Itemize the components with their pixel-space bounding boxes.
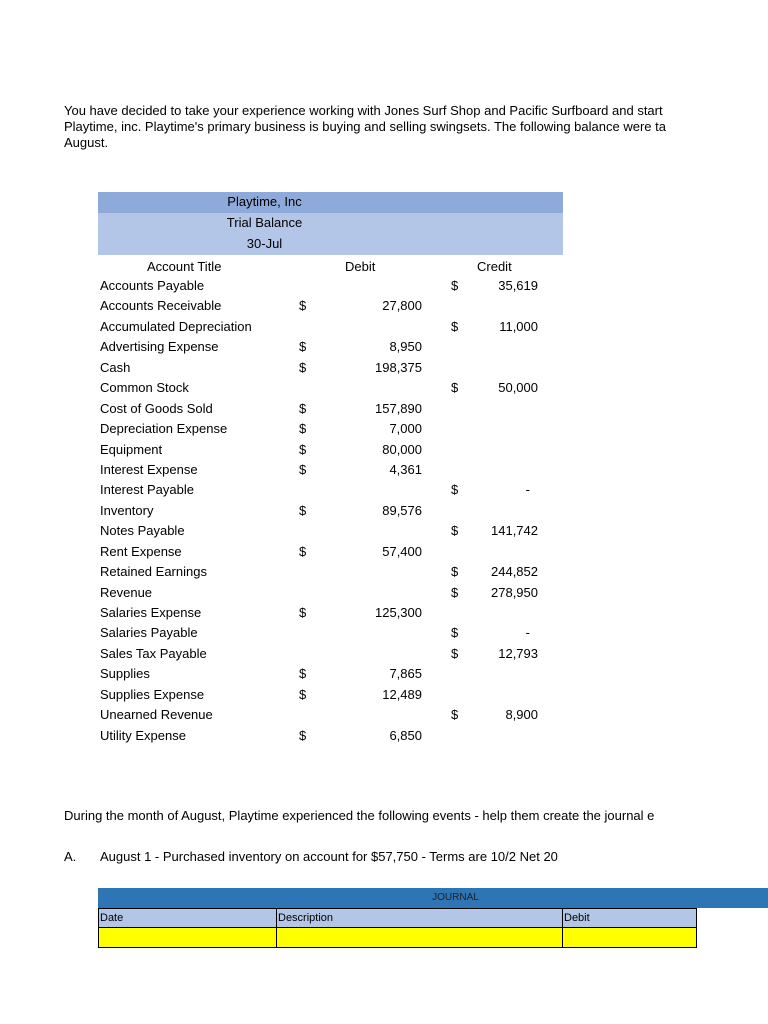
- account-title-cell: Rent Expense: [100, 543, 182, 559]
- credit-amount-cell: 35,619: [498, 278, 538, 293]
- debit-amount-cell: 27,800: [382, 298, 422, 314]
- intro-paragraph: [64, 103, 768, 151]
- account-title-cell: Accumulated Depreciation: [100, 318, 252, 334]
- debit-currency-cell: $: [299, 727, 307, 743]
- account-title-cell: Interest Expense: [100, 461, 198, 477]
- credit-amount-cell: 278,950: [491, 584, 538, 600]
- credit-currency-cell: $: [451, 523, 459, 539]
- account-title-cell: Supplies: [100, 666, 150, 682]
- journal-col-date: Date: [98, 908, 277, 928]
- table-row: [0, 686, 768, 706]
- account-title-cell: Common Stock: [100, 380, 189, 396]
- debit-currency-cell: $: [299, 543, 307, 559]
- table-row: [0, 379, 768, 399]
- debit-currency-cell: $: [299, 400, 307, 416]
- account-title-cell: Unearned Revenue: [100, 707, 213, 723]
- account-title-cell: Advertising Expense: [100, 339, 219, 355]
- account-title-cell: Retained Earnings: [100, 564, 207, 580]
- journal-title-bar: [98, 888, 768, 908]
- credit-amount-cell: 11,000: [499, 318, 538, 334]
- intro-line: Playtime, inc. Playtime's primary business is buying and selling swingsets. The following balance were ta: [64, 119, 666, 134]
- debit-currency-cell: $: [299, 421, 307, 437]
- table-row: [0, 502, 768, 522]
- debit-currency-cell: $: [299, 502, 307, 518]
- credit-currency-cell: $: [451, 380, 459, 396]
- account-title-cell: Accounts Receivable: [100, 298, 222, 314]
- trial-balance-date: 30-Jul: [246, 236, 283, 251]
- table-row: [0, 297, 768, 317]
- journal-col-description: Description: [276, 908, 563, 928]
- credit-amount-cell: 141,742: [491, 523, 538, 539]
- account-title-cell: Sales Tax Payable: [100, 645, 207, 661]
- debit-amount-cell: 7,000: [389, 421, 422, 437]
- table-row: [0, 277, 768, 297]
- table-row: [0, 706, 768, 726]
- credit-amount-cell: -: [525, 482, 530, 498]
- trial-balance-title-banner: [98, 213, 563, 255]
- table-row: [0, 665, 768, 685]
- debit-amount-cell: 4,361: [389, 461, 422, 477]
- table-row: [0, 604, 768, 624]
- account-title-cell: Cost of Goods Sold: [100, 400, 213, 416]
- credit-currency-cell: $: [451, 584, 459, 600]
- header-credit: Credit: [477, 259, 512, 274]
- credit-currency-cell: $: [451, 318, 459, 334]
- event-a-label: A.: [64, 849, 77, 864]
- account-title-cell: Salaries Expense: [100, 605, 202, 620]
- debit-amount-cell: 12,489: [382, 686, 422, 702]
- table-row: [0, 624, 768, 644]
- table-row: [0, 318, 768, 338]
- trial-balance-title: Trial Balance: [226, 215, 303, 230]
- table-row: [0, 441, 768, 461]
- debit-amount-cell: 157,890: [375, 400, 422, 416]
- credit-amount-cell: 12,793: [498, 645, 538, 661]
- credit-currency-cell: $: [451, 482, 459, 498]
- debit-currency-cell: $: [299, 441, 307, 457]
- credit-currency-cell: $: [451, 625, 459, 641]
- credit-amount-cell: -: [525, 625, 530, 641]
- intro-line: You have decided to take your experience working with Jones Surf Shop and Pacific Surfboard and start: [64, 103, 663, 118]
- table-row: [0, 563, 768, 583]
- debit-currency-cell: $: [299, 359, 307, 375]
- account-title-cell: Notes Payable: [100, 523, 185, 539]
- table-row: [0, 481, 768, 501]
- credit-currency-cell: $: [451, 707, 459, 723]
- debit-currency-cell: $: [299, 666, 307, 682]
- table-row: [0, 727, 768, 747]
- credit-currency-cell: $: [451, 278, 459, 293]
- debit-amount-cell: 125,300: [375, 605, 422, 620]
- events-intro: During the month of August, Playtime experienced the following events - help them create the journal e: [64, 808, 655, 823]
- debit-amount-cell: 7,865: [389, 666, 422, 682]
- table-row: [0, 359, 768, 379]
- header-account-title: Account Title: [147, 259, 222, 274]
- account-title-cell: Depreciation Expense: [100, 421, 228, 437]
- account-title-cell: Salaries Payable: [100, 625, 198, 641]
- table-row: [0, 461, 768, 481]
- account-title-cell: Accounts Payable: [100, 278, 205, 293]
- account-title-cell: Cash: [100, 359, 131, 375]
- debit-amount-cell: 89,576: [382, 502, 422, 518]
- debit-currency-cell: $: [299, 605, 307, 620]
- debit-amount-cell: 6,850: [389, 727, 422, 743]
- trial-balance-company-banner: [98, 192, 563, 213]
- debit-amount-cell: 198,375: [375, 359, 422, 375]
- table-row: [0, 584, 768, 604]
- table-row: [0, 338, 768, 358]
- credit-currency-cell: $: [451, 645, 459, 661]
- account-title-cell: Revenue: [100, 584, 153, 600]
- journal-debit-cell[interactable]: [562, 928, 697, 948]
- trial-balance-header-row: [0, 259, 768, 277]
- credit-amount-cell: 244,852: [491, 564, 538, 580]
- trial-balance-company: Playtime, Inc: [227, 194, 302, 209]
- debit-amount-cell: 57,400: [382, 543, 422, 559]
- debit-currency-cell: $: [299, 686, 307, 702]
- trial-balance-body: [0, 277, 768, 747]
- table-row: [0, 522, 768, 542]
- account-title-cell: Interest Payable: [100, 482, 194, 498]
- journal-title: JOURNAL: [432, 892, 479, 903]
- account-title-cell: Utility Expense: [100, 727, 186, 743]
- debit-currency-cell: $: [299, 298, 307, 314]
- event-a-text: August 1 - Purchased inventory on account for $57,750 - Terms are 10/2 Net 20: [100, 849, 558, 864]
- credit-currency-cell: $: [451, 564, 459, 580]
- header-debit: Debit: [345, 259, 376, 274]
- journal-description-cell[interactable]: [276, 928, 563, 948]
- debit-amount-cell: 8,950: [389, 339, 422, 355]
- credit-amount-cell: 8,900: [505, 707, 538, 723]
- table-row: [0, 543, 768, 563]
- debit-currency-cell: $: [299, 339, 307, 355]
- journal-date-cell[interactable]: [98, 928, 277, 948]
- table-row: [0, 420, 768, 440]
- account-title-cell: Supplies Expense: [100, 686, 205, 702]
- table-row: [0, 645, 768, 665]
- debit-currency-cell: $: [299, 461, 307, 477]
- intro-line: August.: [64, 135, 109, 150]
- table-row: [0, 400, 768, 420]
- account-title-cell: Inventory: [100, 502, 154, 518]
- credit-amount-cell: 50,000: [498, 380, 538, 396]
- debit-amount-cell: 80,000: [382, 441, 422, 457]
- journal-col-debit: Debit: [562, 908, 697, 928]
- account-title-cell: Equipment: [100, 441, 163, 457]
